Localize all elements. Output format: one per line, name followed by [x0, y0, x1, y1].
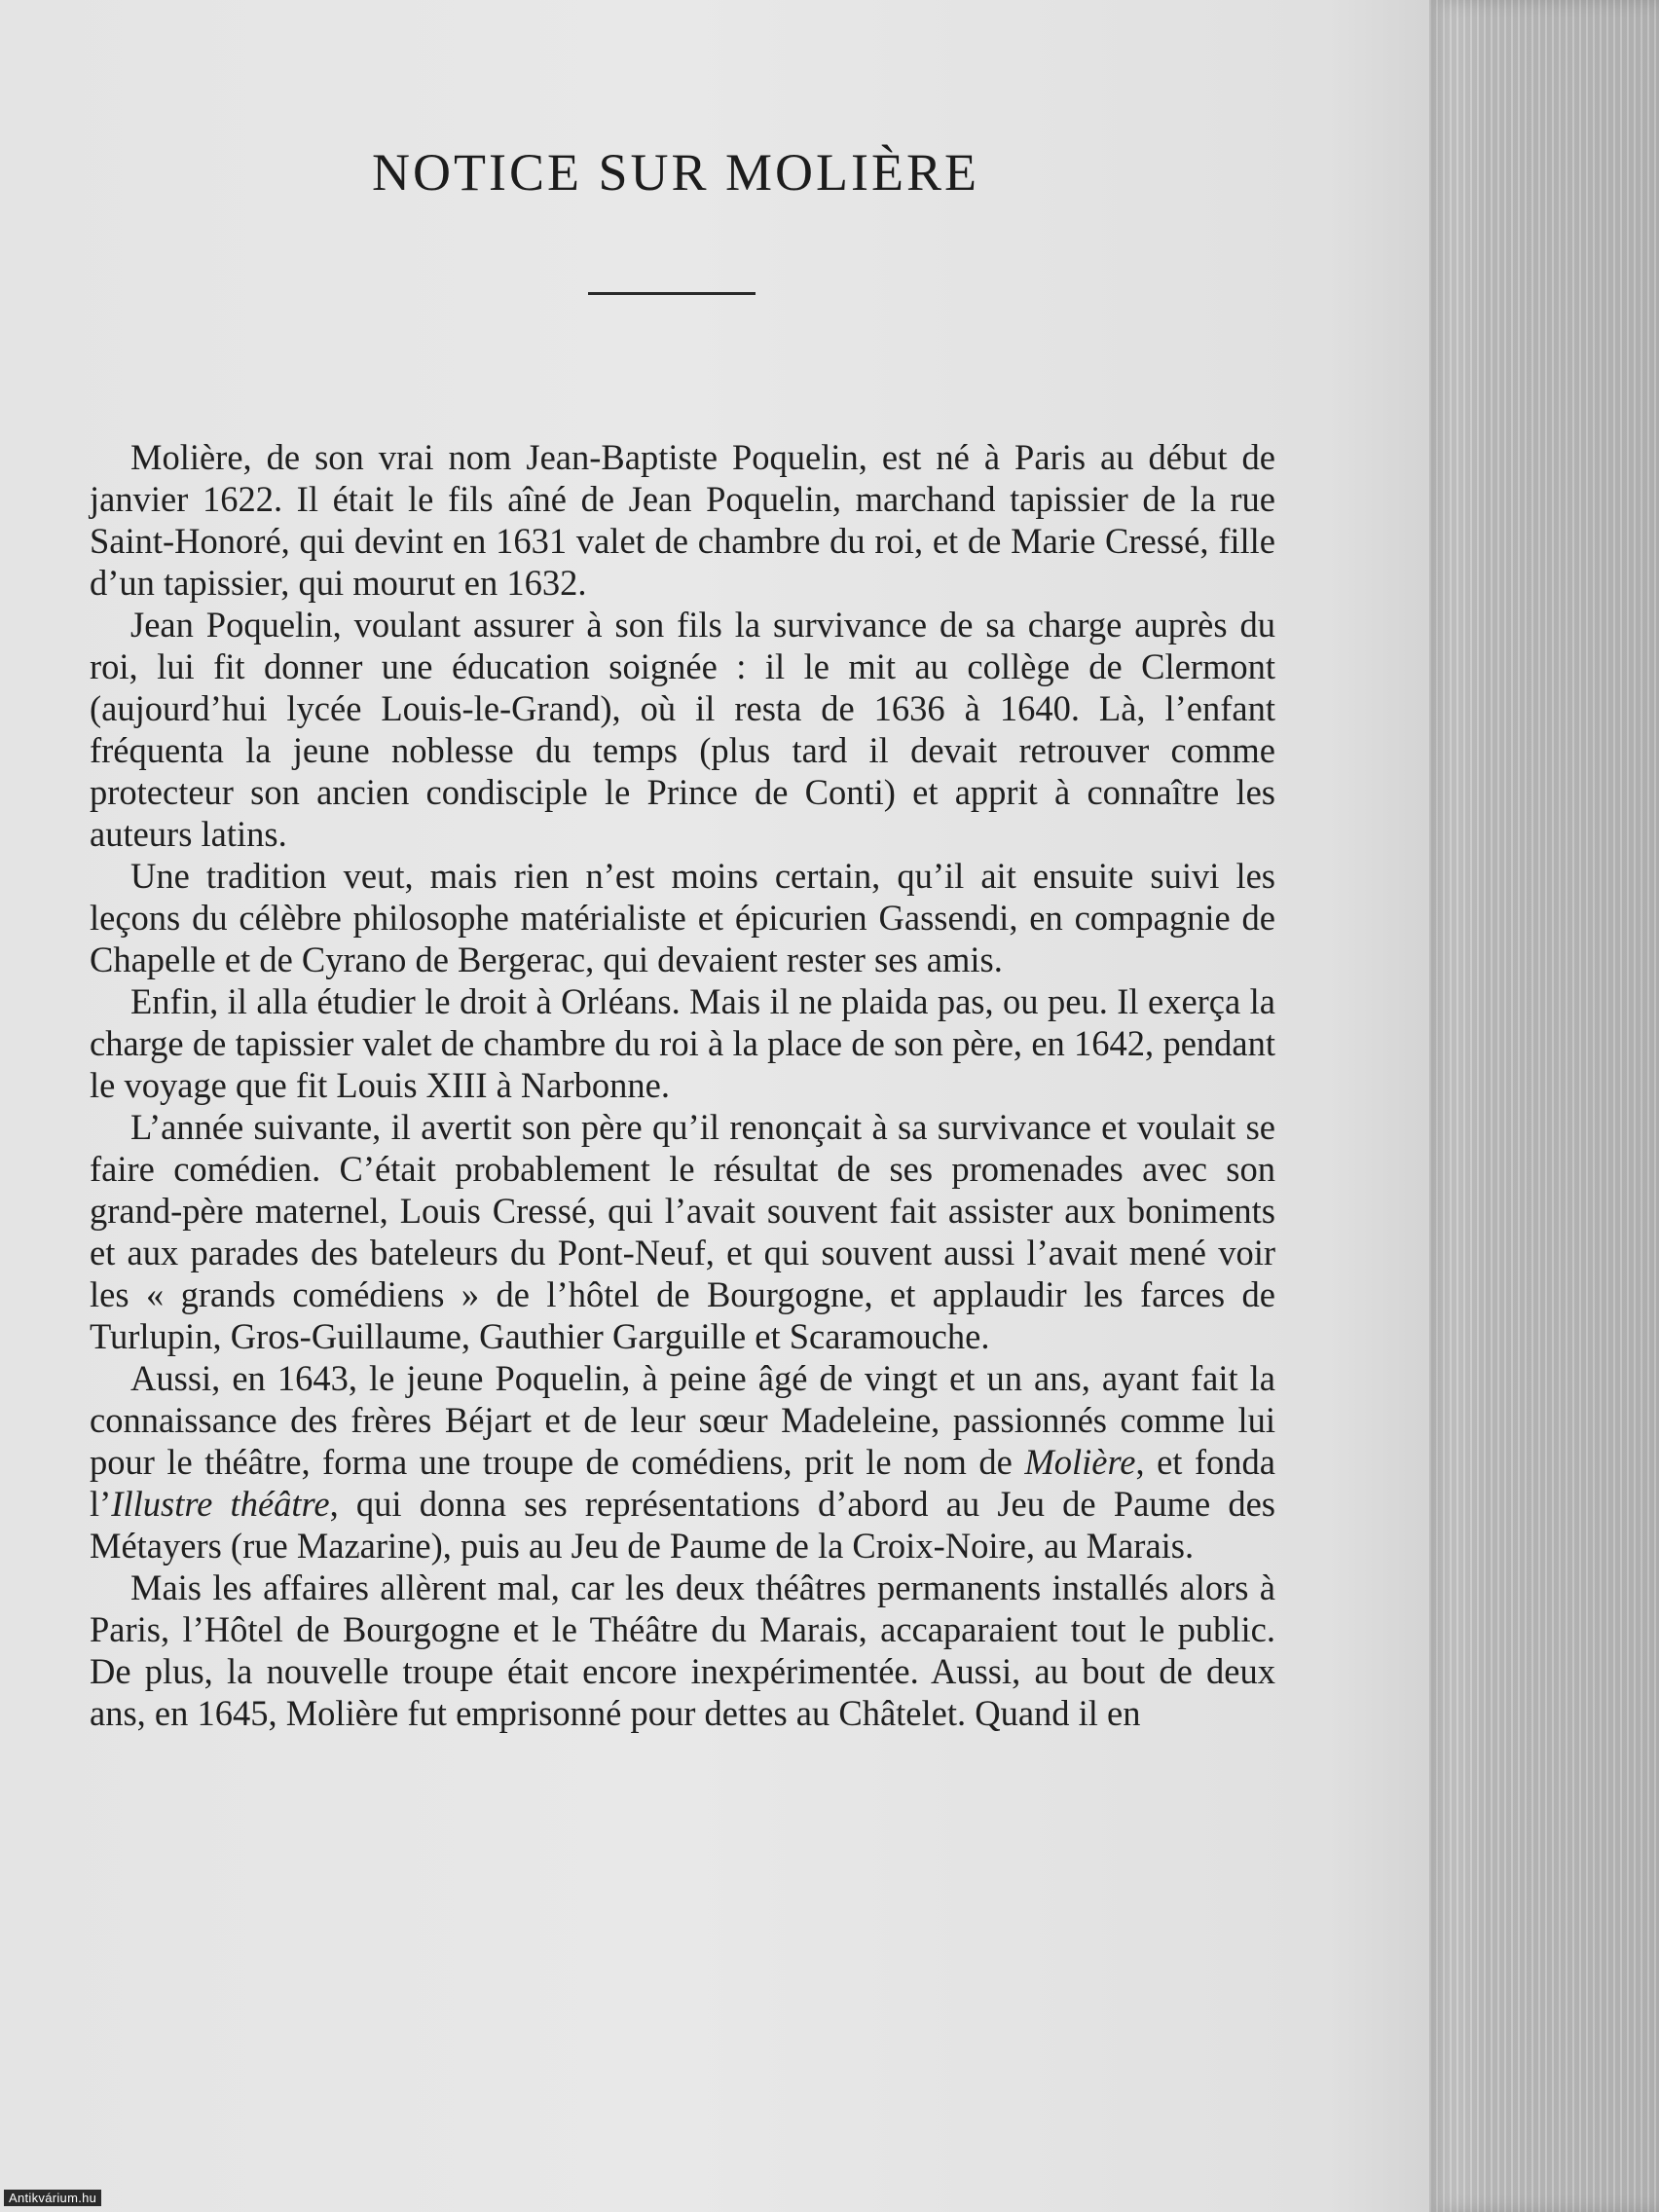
title-rule [588, 292, 756, 295]
paragraph-6 [90, 1357, 1275, 1567]
page-title: NOTICE SUR MOLIÈRE [372, 143, 979, 202]
italic-moliere: Molière [1024, 1442, 1136, 1482]
paragraph-4: Enfin, il alla étudier le droit à Orléans. Mais il ne plaida pas, ou peu. Il exerça la charge de tapissier valet de chambre du roi à la place de son père, en 1642, pendant le voyage que fit Louis XIII à Narbonne. [90, 981, 1275, 1105]
paragraph-6-part-3: , qui donna ses représentations d’abord au Jeu de Paume des Métayers (rue Mazarine), puis au Jeu de Paume de la Croix-Noire, au Marais. [90, 1484, 1275, 1566]
paragraph-2: Jean Poquelin, voulant assurer à son fils la survivance de sa charge auprès du roi, lui fit donner une éducation soignée : il le mit au collège de Clermont (aujourd’hui lycée Louis-le-Grand), où il resta de 1636 à 1640. Là, l’enfant fréquenta la jeune noblesse du temps (plus tard il devait retrouver comme protecteur son ancien condisciple le Prince de Conti) et apprit à connaître les auteurs latins. [90, 605, 1275, 854]
paragraph-7: Mais les affaires allèrent mal, car les deux théâtres permanents installés alors à Paris, l’Hôtel de Bourgogne et le Théâtre du Marais, accaparaient tout le public. De plus, la nouvelle troupe était encore inexpérimentée. Aussi, au bout de deux ans, en 1645, Molière fut emprisonné pour dettes au Châtelet. Quand il en [90, 1567, 1275, 1733]
paragraph-1: Molière, de son vrai nom Jean-Baptiste Poquelin, est né à Paris au début de janvier 1622. Il était le fils aîné de Jean Poquelin, marchand tapissier de la rue Saint-Honoré, qui devint en 1631 valet de chambre du roi, et de Marie Cressé, fille d’un tapissier, qui mourut en 1632. [90, 437, 1275, 603]
paragraph-6-part-2: , et fonda l’ [90, 1442, 1275, 1524]
paragraph-6-part-1: Aussi, en 1643, le jeune Poquelin, à peine âgé de vingt et un ans, ayant fait la connaissance des frères Béjart et de leur sœur Madeleine, passionnés comme lui pour le théâtre, forma une troupe de comédiens, prit le nom de [90, 1358, 1275, 1482]
paragraph-3: Une tradition veut, mais rien n’est moins certain, qu’il ait ensuite suivi les leçons du célèbre philosophe matérialiste et épicurien Gassendi, en compagnie de Chapelle et de Cyrano de Bergerac, qui devaient rester ses amis. [90, 856, 1275, 979]
italic-illustre-theatre: Illustre théâtre [111, 1484, 330, 1524]
paragraph-5: L’année suivante, il avertit son père qu’il renonçait à sa survivance et voulait se faire comédien. C’était probablement le résultat de ses promenades avec son grand-père maternel, Louis Cressé, qui l’avait souvent fait assister aux boniments et aux parades des bateleurs du Pont-Neuf, et qui souvent aussi l’avait mené voir les « grands comédiens » de l’hôtel de Bourgogne, et applaudir les farces de Turlupin, Gros-Guillaume, Gauthier Garguille et Scaramouche. [90, 1107, 1275, 1356]
page-edge [1429, 0, 1659, 2212]
watermark: Antikvárium.hu [4, 2190, 101, 2206]
body-text [90, 436, 1275, 1734]
